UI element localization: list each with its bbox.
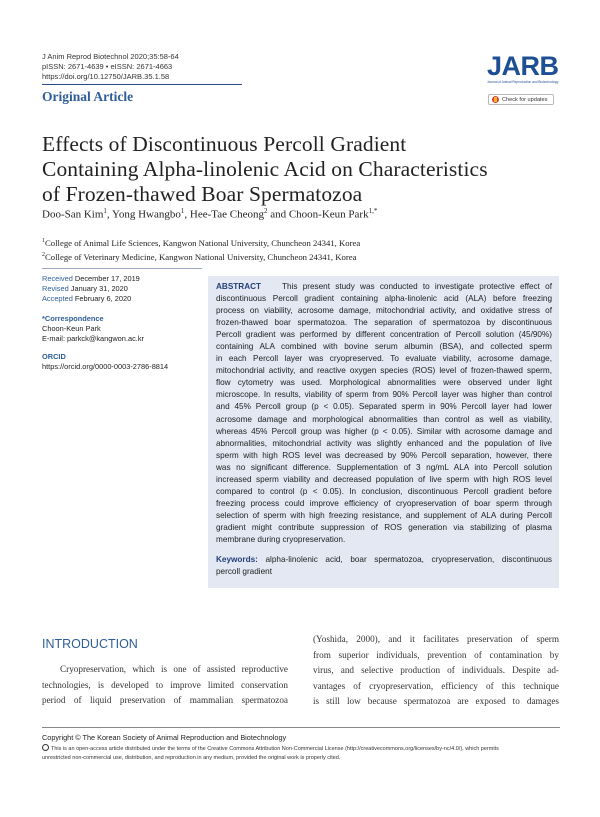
footer-rule — [42, 727, 560, 728]
license-text: This is an open-access article distributed under the terms of the Creative Commons Attribution Non-Commercial License (http://creativecommons.org/licenses/by-nc/4.0/), which permits unrestricted non-commercial use, distribution, and reproduction in any medium, provided the original work is properly cited. — [42, 746, 499, 761]
body-line: vantages of cryopreservation, efficiency of this technique — [313, 680, 559, 691]
body-line: is still low because spermatozoa are exposed to damages — [313, 696, 559, 707]
abstract-line: flow cytometry was used. Morphological abnormalities were observed under light — [216, 378, 552, 388]
check-for-updates-label: Check for updates — [502, 96, 548, 103]
body-line: (Yoshida, 2000), and it facilitates preservation of sperm — [313, 634, 559, 644]
correspondence-block — [42, 314, 207, 345]
author-name: Choon-Keun Park — [288, 208, 369, 221]
title-line-3: of Frozen-thawed Boar Spermatozoa — [42, 182, 363, 206]
keywords-label: Keywords: — [216, 555, 258, 565]
author-list — [42, 207, 377, 221]
author-affiliation-mark: 1,* — [368, 207, 378, 215]
accepted-label: Accepted — [42, 294, 73, 304]
author-affiliation-mark: 1 — [103, 207, 107, 215]
abstract-line: compared to control (p < 0.05). In conclusion, discontinuous Percoll gradient before — [216, 486, 552, 496]
title-line-1: Effects of Discontinuous Percoll Gradient — [42, 132, 407, 156]
received-date: December 17, 2019 — [74, 274, 140, 283]
abstract-line: process on viability, acrosome damage, mitochondrial activity, and oxidative stress of — [216, 306, 552, 316]
abstract-line: mitochondrial activity, and reactive oxygen species (ROS) level of frozen-thawed sperm, — [216, 366, 552, 376]
orcid-label: ORCID — [42, 352, 66, 361]
abstract-line: discontinuous Percoll gradient containing alpha-linolenic acid (ALA) before freezing — [216, 294, 552, 304]
abstract-line: was no significant difference. Supplementation of 3 ng/mL ALA into Percoll solution — [216, 462, 552, 472]
introduction-heading: INTRODUCTION — [42, 637, 138, 651]
received-label: Received — [42, 274, 73, 283]
author-separator: and — [267, 208, 289, 221]
introduction-left-column — [42, 662, 288, 709]
body-line: period of liquid preservation of mammalian spermatozoa — [42, 695, 288, 706]
abstract-line: whereas 45% Percoll group was higher (p < 0.05). Similar with acrosome damage and — [216, 426, 552, 436]
abstract-line: selection of sperm with high freezing resistance, and supplement of ALA during Percoll — [216, 510, 552, 520]
sidebar-rule — [42, 268, 202, 269]
revised-date: January 31, 2020 — [70, 284, 128, 294]
abstract-line: increased sperm viability and decreased population of live sperm with high ROS level — [216, 474, 552, 484]
revised-label: Revised — [42, 284, 69, 294]
correspondence-name: Choon-Keun Park — [42, 324, 101, 334]
crossmark-icon — [492, 96, 499, 103]
orcid-block — [42, 352, 212, 372]
article-history — [42, 274, 207, 305]
author-affiliation-mark: 1 — [180, 207, 185, 215]
abstract-line: and 45% Percoll group (p < 0.05). Separated sperm in 90% Percoll layer had lower — [216, 402, 552, 412]
logo-text: JARB — [487, 51, 559, 81]
affiliations — [42, 235, 360, 263]
issn-line: pISSN: 2671-4639 • eISSN: 2671-4663 — [42, 62, 173, 71]
orcid-link[interactable]: https://orcid.org/0000-0003-2786-8814 — [42, 362, 169, 372]
body-line: from superior individuals, prevention of contamination by — [313, 649, 559, 660]
abstract-text: ABSTRACT This present study was conducted to investigate protective effect of discontinuous Percoll gradient containing alpha-linolenic acid (ALA) before freezing process on viability, acrosome damage, mitochondrial activity, and oxidative stress of frozen-thawed boar spermatozoa. The separation of spermatozoa by discontinuous Percoll gradient was performed by different concentration of Percoll solution (45/90%) containing ALA combined with bovine serum albumin (BSA), and collected sperm in each Percoll layer was cryopreserved. To evaluate viability, acrosome damage, mitochondrial activity, and reactive oxygen species (ROS) level of frozen-thawed sperm, flow cytometry was used. Morphological abnormalities were observed under light microscope. In results, viability of sperm from 90% Percoll layer was higher than control and 45% Percoll group (p < 0.05). Separated sperm in 90% Percoll layer had lower acrosome damage and morphological abnormalities than control as well as viability, whereas 45% Percoll group was higher (p < 0.05). Similar with acrosome damage and abnormalities, mitochondrial activity was slightly enhanced and the population of live sperm with high ROS level was decreased by 90% Percoll separation, however, there was no significant difference. Supplementation of 3 ng/mL ALA into Percoll solution increased sperm viability and decreased population of live sperm with high ROS level compared to control (p < 0.05). In conclusion, discontinuous Percoll gradient before freezing process could improve efficiency of cryopreservation of boar sperm through selection of sperm with high freezing resistance, and supplement of ALA during Percoll gradient might contribute suppression of ROS generation via stabilizing of plasma membrane during cryopreservation. Keywords: alpha-linolenic acid, boar spermatozoa, cryopreservation, discontinuous percoll gradient — [216, 281, 552, 578]
abstract-line: sperm with high ROS level was decreased by 90% Percoll separation, however, there — [216, 450, 552, 460]
author-affiliation-mark: 2 — [263, 207, 268, 215]
check-for-updates-button[interactable] — [488, 94, 554, 105]
title-line-2: Containing Alpha-linolenic Acid on Characteristics — [42, 157, 488, 181]
article-title — [42, 132, 562, 207]
author-separator: , — [106, 208, 113, 221]
body-line: technologies, is developed to improve limited conservation — [42, 679, 288, 690]
abstract-line: in each Percoll layer was cryopreserved. To evaluate viability, acrosome damage, — [216, 354, 552, 364]
keywords-line: Keywords: alpha-linolenic acid, boar spermatozoa, cryopreservation, discontinuous — [216, 555, 552, 565]
abstract-line: acrosome damage and morphological abnormalities than control as well as viability, — [216, 414, 552, 424]
header-rule — [42, 84, 242, 85]
abstract-line: containing ALA combined with bovine serum albumin (BSA), and collected sperm — [216, 342, 552, 352]
correspondence-email[interactable]: E-mail: parkck@kangwon.ac.kr — [42, 334, 144, 344]
article-type: Original Article — [42, 89, 134, 104]
body-line: virus, and selective production of individuals. Despite ad- — [313, 665, 559, 676]
doi-link[interactable]: https://doi.org/10.12750/JARB.35.1.58 — [42, 72, 170, 81]
abstract-line: abnormalities, mitochondrial activity was slightly enhanced and the population of live — [216, 438, 552, 448]
cc-icon — [42, 744, 49, 751]
author-name: Doo-San Kim — [42, 208, 104, 221]
copyright-line: Copyright © The Korean Society of Animal Reproduction and Biotechnology — [42, 733, 287, 742]
logo-subtitle: Journal of Animal Reproduction and Biotechnology — [487, 80, 559, 84]
abstract-line: frozen-thawed boar spermatozoa. The separation of spermatozoa by discontinuous — [216, 318, 552, 328]
abstract-line: microscope. In results, viability of sperm from 90% Percoll layer was higher than control — [216, 390, 552, 400]
body-line: Cryopreservation, which is one of assisted reproductive — [60, 664, 288, 674]
abstract-line: gradient might contribute suppression of ROS generation via stabilizing of plasma — [216, 522, 552, 532]
affiliation-line: $^1$College of Animal Life Sciences, Kangwon National University, Chuncheon 24341, Korea — [42, 237, 361, 248]
introduction-right-column — [313, 632, 559, 710]
abstract-line: freezing process could improve efficiency of cryopreservation of boar sperm through — [216, 498, 552, 508]
affiliation-line: $^2$College of Veterinary Medicine, Kangwon National University, Chuncheon 24341, Korea — [42, 251, 357, 262]
journal-citation: J Anim Reprod Biotechnol 2020;35:58-64 — [42, 52, 179, 61]
author-name: Yong Hwangbo — [112, 208, 181, 221]
author-name: Hee-Tae Cheong — [189, 208, 264, 221]
abstract-line: Percoll gradient was performed by different concentration of Percoll solution (45/90%) — [216, 330, 552, 340]
correspondence-label: *Correspondence — [42, 314, 104, 323]
abstract-heading: ABSTRACT — [216, 282, 262, 291]
abstract-line: membrane during cryopreservation. — [216, 534, 346, 544]
author-separator: , — [184, 208, 190, 221]
keywords-line-2: percoll gradient — [216, 567, 272, 577]
accepted-date: February 6, 2020 — [74, 294, 132, 304]
